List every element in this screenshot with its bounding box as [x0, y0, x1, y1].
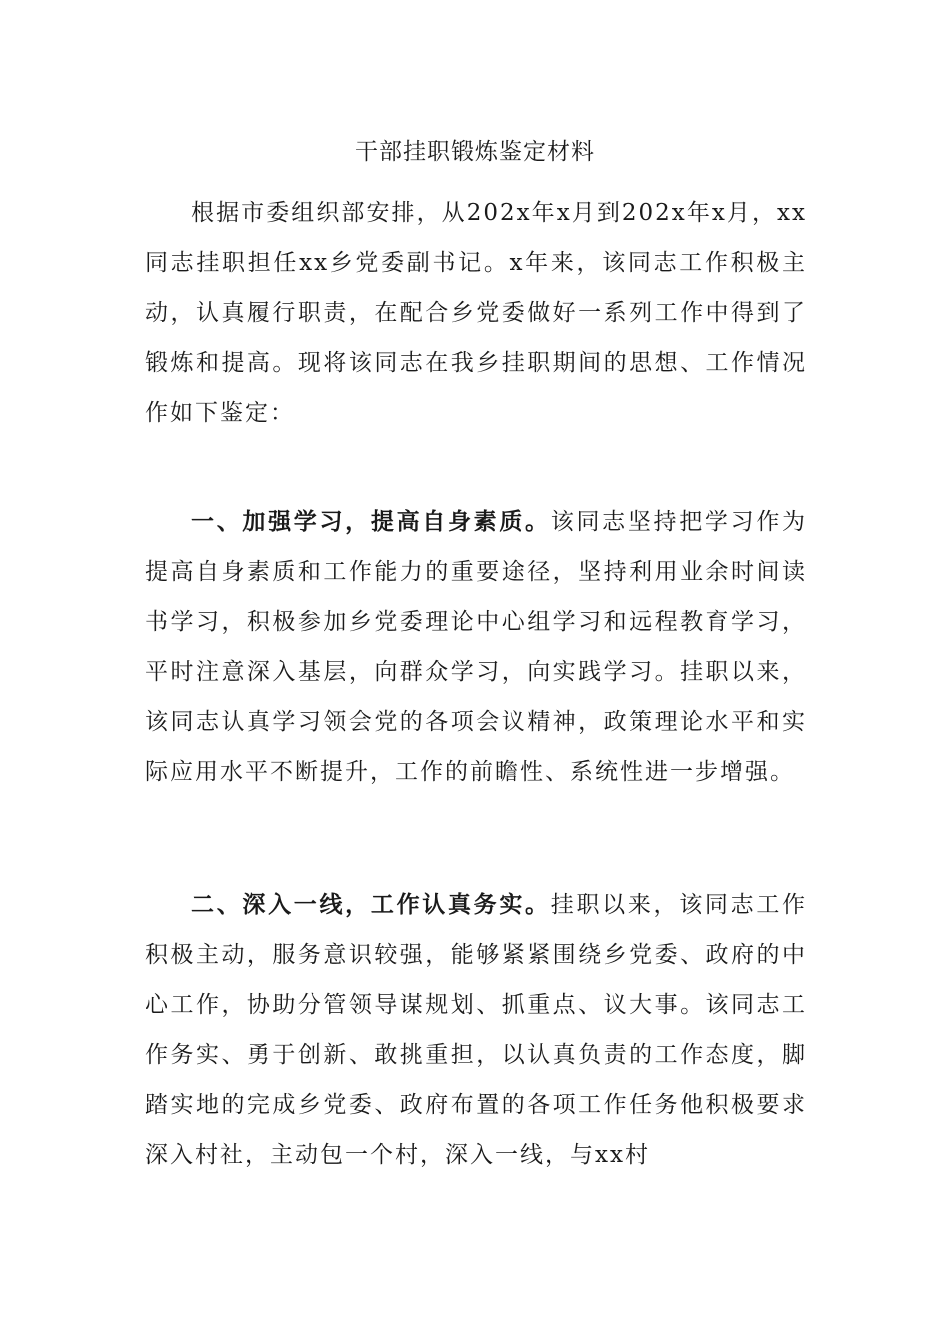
section-1-heading: 一、加强学习，提高自身素质。	[191, 508, 551, 535]
document-title: 干部挂职锻炼鉴定材料	[355, 139, 595, 165]
paragraph-intro	[145, 188, 807, 438]
paragraph-section-1	[145, 497, 807, 797]
paragraph-intro-text: 根据市委组织部安排，从202x年x月到202x年x月，xx同志挂职担任xx乡党委副书记。x年来，该同志工作积极主动，认真履行职责，在配合乡党委做好一系列工作中得到了锻炼和提高。现将该同志在我乡挂职期间的思想、工作情况作如下鉴定：	[145, 200, 807, 426]
section-1-text: 该同志坚持把学习作为提高自身素质和工作能力的重要途径，坚持利用业余时间读书学习，积极参加乡党委理论中心组学习和远程教育学习，平时注意深入基层，向群众学习，向实践学习。挂职以来，该同志认真学习领会党的各项会议精神，政策理论水平和实际应用水平不断提升，工作的前瞻性、系统性进一步增强。	[145, 509, 808, 785]
section-2-text: 挂职以来，该同志工作积极主动，服务意识较强，能够紧紧围绕乡党委、政府的中心工作，协助分管领导谋规划、抓重点、议大事。该同志工作务实、勇于创新、敢挑重担，以认真负责的工作态度，脚踏实地的完成乡党委、政府布置的各项工作任务他积极要求深入村社，主动包一个村，深入一线，与xx村	[145, 892, 808, 1168]
paragraph-section-2	[145, 880, 807, 1180]
section-2-heading: 二、深入一线，工作认真务实。	[191, 891, 551, 918]
